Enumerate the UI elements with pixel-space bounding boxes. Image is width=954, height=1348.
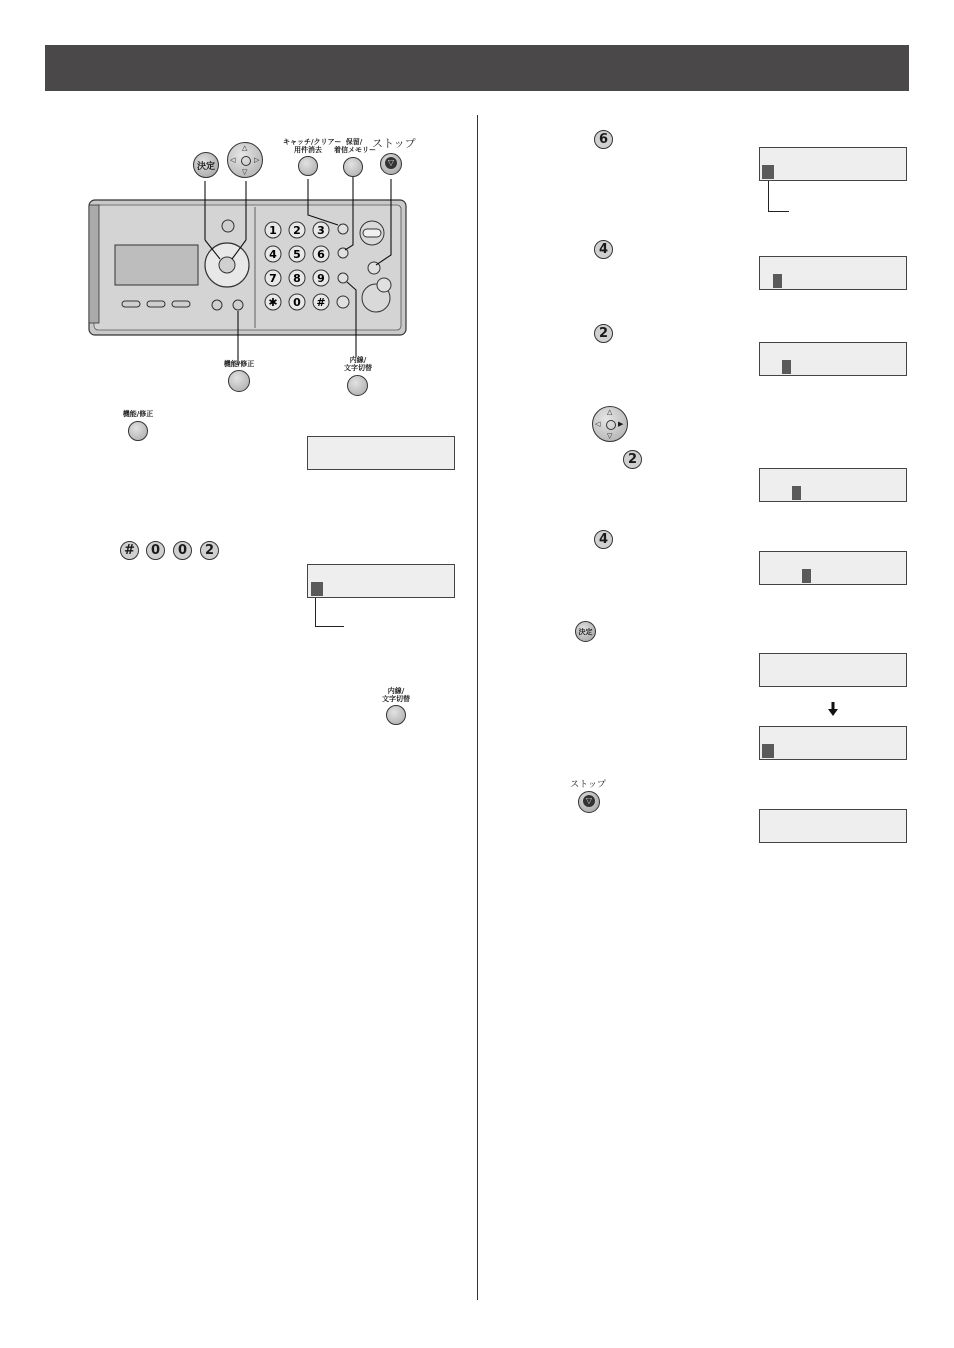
naisen-button <box>347 375 368 396</box>
step2-key-hash: # <box>120 541 139 560</box>
r-lcd-2 <box>759 256 907 290</box>
r-step-key-4b: 4 <box>594 530 613 549</box>
device-nav-center <box>219 257 235 273</box>
r-step-key-2a: 2 <box>594 324 613 343</box>
r-nav-pad <box>592 406 628 442</box>
device-key-2: 2 <box>293 224 301 237</box>
stop-button <box>380 153 402 175</box>
step1-lcd <box>307 436 455 470</box>
r-stop-button <box>578 791 600 813</box>
stop-caption: ストップ <box>372 137 416 150</box>
r-lcd-5 <box>759 551 907 585</box>
r-nav-right-active-icon: ▶ <box>618 420 624 428</box>
step2-lcd-cursor <box>311 582 323 596</box>
r-callout-vertical <box>768 181 769 211</box>
header-bar <box>45 45 909 91</box>
step2-callout-horizontal <box>315 626 344 627</box>
naisen-caption: 内線/ 文字切替 <box>344 356 372 372</box>
r-nav-down-icon: ▽ <box>607 432 613 440</box>
nav-pad-large <box>227 142 263 178</box>
column-divider <box>477 115 478 1300</box>
catch-clear-button <box>298 156 318 176</box>
r-lcd-4 <box>759 468 907 502</box>
device-key-8: 8 <box>293 272 301 285</box>
hold-caption: 保留/ 着信メモリー <box>334 138 376 154</box>
device-key-6: 6 <box>317 248 325 261</box>
step2-key-0a: 0 <box>146 541 165 560</box>
device-small-button <box>222 220 234 232</box>
device-button-a <box>212 300 222 310</box>
device-key-9: 9 <box>317 272 325 285</box>
step2-key-0b: 0 <box>173 541 192 560</box>
r-lcd-1 <box>759 147 907 181</box>
stop-icon: ▽ <box>385 157 397 169</box>
r-lcd-3-cursor <box>782 360 791 374</box>
device-softkey-3 <box>172 301 190 307</box>
step2-lcd <box>307 564 455 598</box>
r-lcd-1-cursor <box>762 165 774 179</box>
catch-clear-caption: キャッチ/クリアー 用件消去 <box>283 138 342 154</box>
device-speaker-icon <box>363 229 381 237</box>
device-side-edge <box>89 205 99 323</box>
device-key-5: 5 <box>293 248 301 261</box>
r-lcd-7 <box>759 726 907 760</box>
r-lcd-6 <box>759 653 907 687</box>
device-key-1: 1 <box>269 224 277 237</box>
kettei-button <box>193 152 219 178</box>
device-softkey-2 <box>147 301 165 307</box>
hold-button <box>343 157 363 177</box>
device-display <box>115 245 198 285</box>
nav-up-icon: △ <box>242 144 248 152</box>
r-stop-caption: ストップ <box>570 780 606 790</box>
r-kettei-button <box>575 621 596 642</box>
r-step-key-2b: 2 <box>623 450 642 469</box>
r-callout-horizontal <box>768 211 789 212</box>
arrow-down-icon <box>828 702 838 716</box>
r-nav-up-icon: △ <box>607 408 613 416</box>
r-step-key-6: 6 <box>594 130 613 149</box>
r-lcd-8 <box>759 809 907 843</box>
step3-naisen-caption: 内線/ 文字切替 <box>382 687 410 703</box>
function-edit-caption: 機能/修正 <box>223 360 255 368</box>
device-key-4: 4 <box>269 248 277 261</box>
device-key-0: 0 <box>293 296 301 309</box>
r-stop-icon: ▽ <box>583 795 595 807</box>
r-lcd-5-cursor <box>802 569 811 583</box>
step3-naisen-button <box>386 705 406 725</box>
device-key-hash: # <box>316 296 326 309</box>
r-kettei-label: 決定 <box>578 627 593 636</box>
nav-down-icon: ▽ <box>242 168 248 176</box>
r-lcd-4-cursor <box>792 486 801 500</box>
r-lcd-3 <box>759 342 907 376</box>
device-right-extra-button <box>337 296 349 308</box>
device-function-button <box>233 300 243 310</box>
device-naisen-button <box>338 273 348 283</box>
kettei-label: 決定 <box>196 161 215 172</box>
nav-left-icon: ◁ <box>230 156 236 164</box>
r-lcd-2-cursor <box>773 274 782 288</box>
step1-function-caption: 機能/修正 <box>122 410 154 418</box>
step2-callout-vertical <box>315 598 316 626</box>
r-step-key-4a: 4 <box>594 240 613 259</box>
device-start-small <box>377 278 391 292</box>
device-softkey-1 <box>122 301 140 307</box>
nav-center-icon <box>241 156 251 166</box>
device-key-7: 7 <box>269 272 277 285</box>
r-nav-left-icon: ◁ <box>595 420 601 428</box>
nav-right-icon: ▷ <box>254 156 260 164</box>
step1-function-button <box>128 421 148 441</box>
device-catch-clear-button <box>338 224 348 234</box>
r-nav-center-icon <box>606 420 616 430</box>
r-lcd-7-cursor <box>762 744 774 758</box>
step2-key-2: 2 <box>200 541 219 560</box>
device-key-star: ✱ <box>268 296 278 309</box>
function-edit-button <box>228 370 250 392</box>
device-key-3: 3 <box>317 224 325 237</box>
